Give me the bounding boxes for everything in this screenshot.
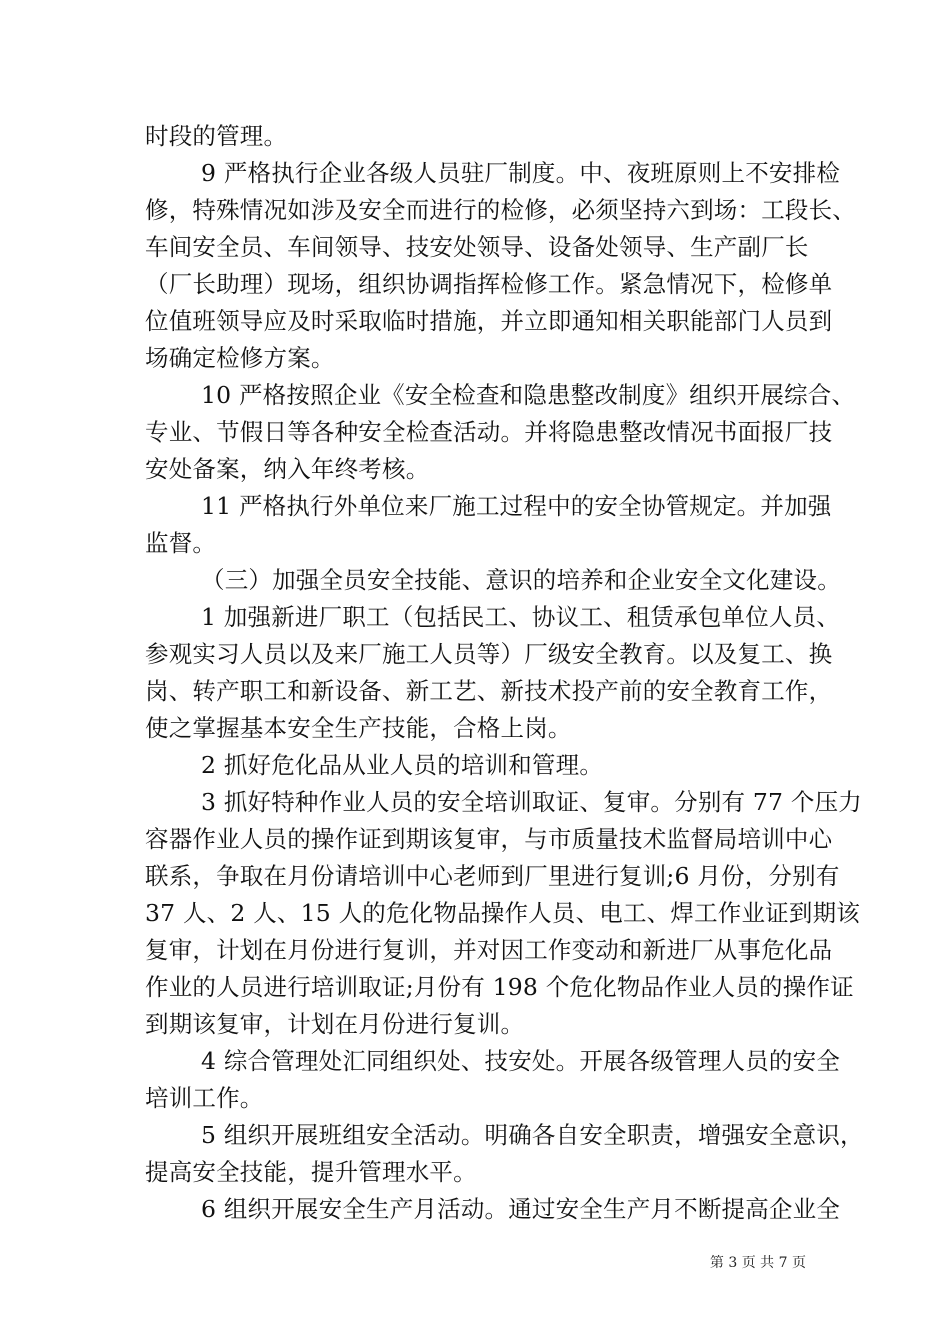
- text-line: 场确定检修方案。: [145, 344, 335, 372]
- text-line: 4 综合管理处汇同组织处、技安处。开展各级管理人员的安全: [201, 1047, 841, 1075]
- document-body: [145, 118, 864, 1228]
- text-line: 9 严格执行企业各级人员驻厂制度。中、夜班原则上不安排检: [201, 159, 841, 187]
- text-line: 1 加强新进厂职工（包括民工、协议工、租赁承包单位人员、: [201, 603, 841, 631]
- text-line: 3 抓好特种作业人员的安全培训取证、复审。分别有 77 个压力: [201, 788, 862, 816]
- text-line: 时段的管理。: [145, 122, 288, 150]
- text-line: 容器作业人员的操作证到期该复审，与市质量技术监督局培训中心: [145, 825, 833, 853]
- text-line: 联系，争取在月份请培训中心老师到厂里进行复训;6 月份，分别有: [145, 862, 840, 890]
- text-line: 监督。: [145, 529, 217, 557]
- text-line: 使之掌握基本安全生产技能，合格上岗。: [145, 714, 572, 742]
- text-line: 11 严格执行外单位来厂施工过程中的安全协管规定。并加强: [201, 492, 832, 520]
- text-line: 岗、转产职工和新设备、新工艺、新技术投产前的安全教育工作，: [145, 677, 833, 705]
- text-line: 10 严格按照企业《安全检查和隐患整改制度》组织开展综合、: [201, 381, 856, 409]
- text-line: （三）加强全员安全技能、意识的培养和企业安全文化建设。: [201, 566, 841, 594]
- text-line: 安处备案，纳入年终考核。: [145, 455, 430, 483]
- text-line: （厂长助理）现场，组织协调指挥检修工作。紧急情况下，检修单: [145, 270, 833, 298]
- text-line: 修，特殊情况如涉及安全而进行的检修，必须坚持六到场：工段长、: [145, 196, 856, 224]
- text-line: 提高安全技能，提升管理水平。: [145, 1158, 477, 1186]
- text-line: 参观实习人员以及来厂施工人员等）厂级安全教育。以及复工、换: [145, 640, 833, 668]
- text-line: 专业、节假日等各种安全检查活动。并将隐患整改情况书面报厂技: [145, 418, 833, 446]
- text-line: 37 人、2 人、15 人的危化物品操作人员、电工、焊工作业证到期该: [145, 899, 860, 927]
- text-line: 位值班领导应及时采取临时措施，并立即通知相关职能部门人员到: [145, 307, 833, 335]
- text-line: 6 组织开展安全生产月活动。通过安全生产月不断提高企业全: [201, 1195, 841, 1223]
- text-line: 复审，计划在月份进行复训，并对因工作变动和新进厂从事危化品: [145, 936, 833, 964]
- text-line: 2 抓好危化品从业人员的培训和管理。: [201, 751, 604, 779]
- page-number: 第 3 页 共 7 页: [709, 1255, 806, 1271]
- text-line: 作业的人员进行培训取证;月份有 198 个危化物品作业人员的操作证: [145, 973, 854, 1001]
- text-line: 培训工作。: [145, 1084, 264, 1112]
- text-line: 车间安全员、车间领导、技安处领导、设备处领导、生产副厂长: [145, 233, 809, 261]
- text-line: 5 组织开展班组安全活动。明确各自安全职责，增强安全意识，: [201, 1121, 864, 1149]
- text-line: 到期该复审，计划在月份进行复训。: [145, 1010, 525, 1038]
